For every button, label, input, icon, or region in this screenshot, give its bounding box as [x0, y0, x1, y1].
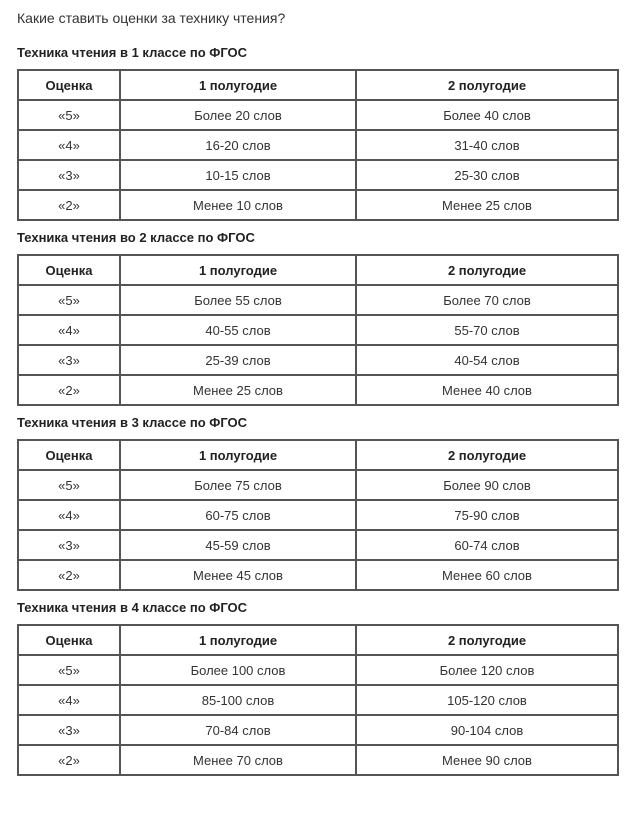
cell-half2: 90-104 слов [356, 715, 618, 745]
cell-grade: «2» [18, 190, 120, 220]
cell-half1: 40-55 слов [120, 315, 356, 345]
cell-half2: 105-120 слов [356, 685, 618, 715]
cell-half1: Более 20 слов [120, 100, 356, 130]
header-half2: 2 полугодие [356, 625, 618, 655]
section-title: Техника чтения в 4 классе по ФГОС [17, 600, 248, 615]
cell-half1: 70-84 слов [120, 715, 356, 745]
cell-half1: Более 100 слов [120, 655, 356, 685]
cell-half1: Более 75 слов [120, 470, 356, 500]
grade-3-table [17, 439, 619, 591]
grade-2-table [17, 254, 619, 406]
table-row [18, 130, 618, 160]
header-half2: 2 полугодие [356, 255, 618, 285]
intro-question: Какие ставить оценки за технику чтения? [17, 10, 286, 26]
table-row [18, 345, 618, 375]
table-row [18, 715, 618, 745]
cell-grade: «5» [18, 470, 120, 500]
cell-grade: «2» [18, 375, 120, 405]
cell-half1: 60-75 слов [120, 500, 356, 530]
table-row [18, 375, 618, 405]
grade-3-section [17, 415, 626, 591]
header-grade: Оценка [18, 255, 120, 285]
cell-half2: Менее 90 слов [356, 745, 618, 775]
table-row [18, 470, 618, 500]
cell-grade: «3» [18, 345, 120, 375]
grade-4-section [17, 600, 626, 776]
cell-half1: Менее 10 слов [120, 190, 356, 220]
grade-1-table [17, 69, 619, 221]
cell-grade: «4» [18, 315, 120, 345]
header-half1: 1 полугодие [120, 625, 356, 655]
cell-half1: Менее 70 слов [120, 745, 356, 775]
header-half1: 1 полугодие [120, 70, 356, 100]
header-half1: 1 полугодие [120, 440, 356, 470]
cell-half2: Более 90 слов [356, 470, 618, 500]
cell-grade: «4» [18, 130, 120, 160]
cell-grade: «2» [18, 560, 120, 590]
cell-half2: Менее 40 слов [356, 375, 618, 405]
table-header-row [18, 440, 618, 470]
cell-half1: 10-15 слов [120, 160, 356, 190]
table-row [18, 500, 618, 530]
cell-grade: «3» [18, 715, 120, 745]
table-row [18, 100, 618, 130]
table-row [18, 190, 618, 220]
cell-half2: 75-90 слов [356, 500, 618, 530]
cell-grade: «5» [18, 655, 120, 685]
cell-half2: 31-40 слов [356, 130, 618, 160]
cell-half2: Более 40 слов [356, 100, 618, 130]
header-grade: Оценка [18, 625, 120, 655]
cell-half2: 40-54 слов [356, 345, 618, 375]
table-row [18, 745, 618, 775]
cell-grade: «3» [18, 530, 120, 560]
table-row [18, 655, 618, 685]
cell-half2: Менее 60 слов [356, 560, 618, 590]
cell-half2: 55-70 слов [356, 315, 618, 345]
cell-half2: 60-74 слов [356, 530, 618, 560]
table-row [18, 530, 618, 560]
table-row [18, 560, 618, 590]
cell-half1: Менее 25 слов [120, 375, 356, 405]
table-header-row [18, 255, 618, 285]
cell-grade: «5» [18, 285, 120, 315]
cell-half2: Более 120 слов [356, 655, 618, 685]
cell-half1: Более 55 слов [120, 285, 356, 315]
cell-grade: «5» [18, 100, 120, 130]
table-row [18, 160, 618, 190]
header-grade: Оценка [18, 440, 120, 470]
cell-half2: 25-30 слов [356, 160, 618, 190]
cell-half1: Менее 45 слов [120, 560, 356, 590]
section-title: Техника чтения во 2 классе по ФГОС [17, 230, 255, 245]
table-row [18, 285, 618, 315]
cell-half2: Более 70 слов [356, 285, 618, 315]
cell-half1: 45-59 слов [120, 530, 356, 560]
grade-4-table [17, 624, 619, 776]
grade-2-section [17, 230, 626, 406]
grade-1-section [17, 45, 626, 221]
table-header-row [18, 70, 618, 100]
cell-half1: 16-20 слов [120, 130, 356, 160]
cell-half1: 85-100 слов [120, 685, 356, 715]
cell-grade: «2» [18, 745, 120, 775]
table-row [18, 315, 618, 345]
cell-half2: Менее 25 слов [356, 190, 618, 220]
section-title: Техника чтения в 1 классе по ФГОС [17, 45, 248, 60]
cell-grade: «4» [18, 685, 120, 715]
header-half2: 2 полугодие [356, 70, 618, 100]
section-title: Техника чтения в 3 классе по ФГОС [17, 415, 248, 430]
table-row [18, 685, 618, 715]
table-header-row [18, 625, 618, 655]
cell-half1: 25-39 слов [120, 345, 356, 375]
cell-grade: «3» [18, 160, 120, 190]
header-half1: 1 полугодие [120, 255, 356, 285]
cell-grade: «4» [18, 500, 120, 530]
header-half2: 2 полугодие [356, 440, 618, 470]
header-grade: Оценка [18, 70, 120, 100]
